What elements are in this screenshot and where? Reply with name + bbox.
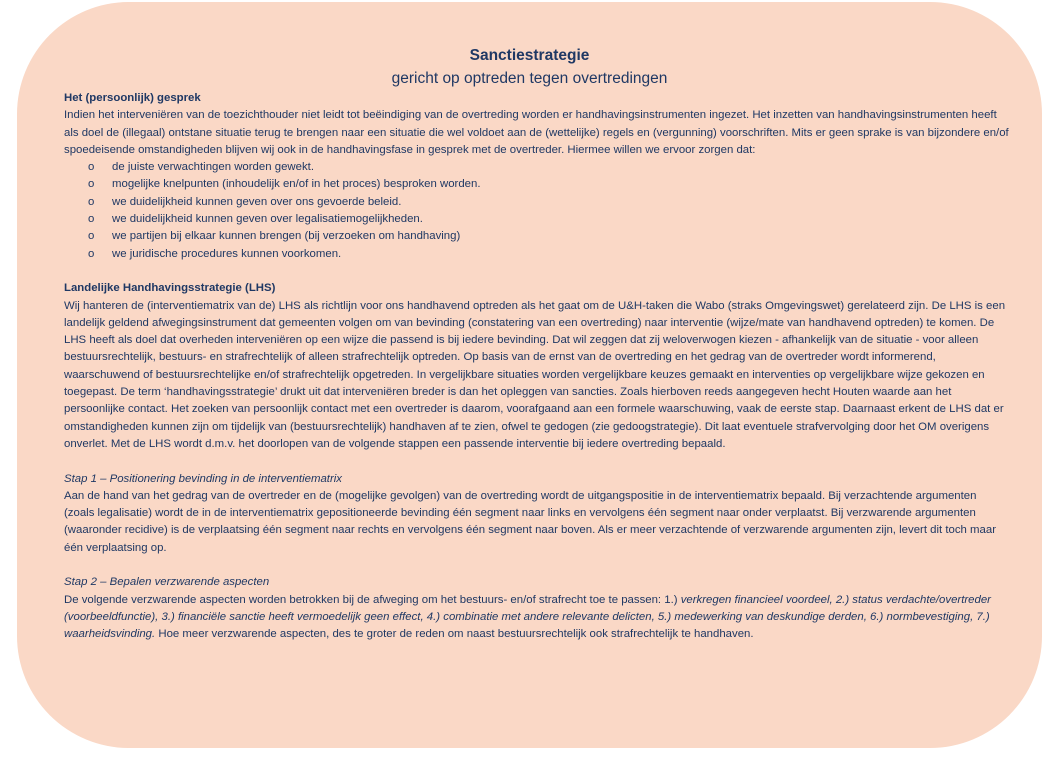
list-item (64, 194, 1009, 211)
bullet-marker: o (88, 247, 95, 260)
list-item (64, 211, 1009, 228)
section-heading-gesprek: Het (persoonlijk) gesprek (64, 92, 201, 104)
page-title: Sanctiestrategie (469, 47, 590, 64)
list-item (64, 228, 1009, 245)
list-item-text: we duidelijkheid kunnen geven over legalisatiemogelijkheden. (112, 213, 423, 226)
bullet-list (64, 159, 1009, 263)
section-heading-lhs: Landelijke Handhavingsstrategie (LHS) (64, 282, 276, 295)
page-subtitle: gericht op optreden tegen overtredingen (391, 70, 668, 87)
bullet-marker: o (88, 195, 95, 208)
document-body (64, 90, 1009, 644)
step2-intro: De volgende verzwarende aspecten worden betrokken bij de afweging om het bestuurs- en/of strafrecht toe te passen: 1.) (64, 593, 681, 606)
list-item-text: we juridische procedures kunnen voorkomen. (112, 247, 342, 260)
step2-heading: Stap 2 – Bepalen verzwarende aspecten (64, 576, 270, 589)
list-item (64, 159, 1009, 176)
list-item (64, 176, 1009, 193)
bullet-marker: o (88, 230, 95, 243)
bullet-marker: o (88, 213, 95, 226)
step2-aspects: verkregen financieel voordeel, 2.) status verdachte/overtreder (voorbeeldfunctie), 3.) financiële sanctie heeft vermoedelijk geen effect, 4.) combinatie met andere relevante delicten, 5.) medewerking van deskundige derden, 6.) normbevestiging, 7.) waarheidsvinding. (64, 593, 991, 641)
list-item (64, 246, 1009, 263)
section-paragraph-gesprek: Indien het interveniëren van de toezichthouder niet leidt tot beëindiging van de overtreding worden er handhavingsinstrumenten ingezet. Het inzetten van handhavingsinstrumenten heeft als doel de (illegaal) ontstane situatie terug te brengen naar een situatie die wel voldoet aan de (wettelijke) regels en (vergunning) voorschriften. Mits er geen sprake is van bijzondere en/of spoedeisende omstandigheden blijven wij ook in de handhavingsfase in gesprek met de overtreder. Hiermee willen we ervoor zorgen dat: (64, 109, 1009, 156)
step2-paragraph (64, 592, 1009, 644)
step2-outro: Hoe meer verzwarende aspecten, des te groter de reden om naast bestuursrechtelijk ook strafrechtelijk te handhaven. (155, 628, 754, 641)
list-item-text: mogelijke knelpunten (inhoudelijk en/of in het proces) besproken worden. (112, 178, 481, 191)
list-item-text: we duidelijkheid kunnen geven over ons gevoerde beleid. (112, 195, 402, 208)
bullet-marker: o (88, 178, 95, 191)
list-item-text: de juiste verwachtingen worden gewekt. (112, 161, 314, 174)
section-paragraph-lhs: Wij hanteren de (interventiematrix van de) LHS als richtlijn voor ons handhavend optreden als het gaat om de U&H-taken die Wabo (straks Omgevingswet) gerelateerd zijn. De LHS is een landelijk geldend afwegingsinstrument dat gemeenten volgen om van bevinding (constatering van een overtreding) naar interventie (wijze/mate van handhavend optreden) te komen. De LHS heeft als doel dat overheden interveniëren op een wijze die passend is bij iedere bevinding. Dat wil zeggen dat zij weloverwogen kiezen - afhankelijk van de situatie - voor alleen bestuursrechtelijk, bestuurs- en strafrechtelijk of alleen strafrechtelijk optreden. Op basis van de ernst van de overtreding en het gedrag van de overtreder wordt informerend, waarschuwend of bestuursrechtelijke en/of strafrechtelijk opgetreden. In vergelijkbare situaties worden vergelijkbare keuzes gemaakt en interventies op vergelijkbare wijze gekozen en toegepast. De term ‘handhavingsstrategie’ drukt uit dat interveniëren breder is dan het opleggen van sancties. Zoals hierboven reeds aangegeven hecht Houten waarde aan het persoonlijke contact. Het zoeken van persoonlijk contact met een overtreder is daarom, voorafgaand aan een formele waarschuwing, vaak de eerste stap. Daarnaast erkent de LHS dat er omstandigheden kunnen zijn om tijdelijk van (bestuursrechtelijk) handhaven af te zien, ofwel te gedogen (zie gedoogstrategie). Dit laat eventuele strafvervolging door het OM overigens onverlet. Met de LHS wordt d.m.v. het doorlopen van de volgende stappen een passende interventie bij iedere overtreding bepaald. (64, 299, 1006, 450)
bullet-marker: o (88, 161, 95, 174)
step1-heading: Stap 1 – Positionering bevinding in de interventiematrix (64, 472, 342, 485)
list-item-text: we partijen bij elkaar kunnen brengen (bij verzoeken om handhaving) (112, 230, 461, 243)
step1-paragraph: Aan de hand van het gedrag van de overtreder en de (mogelijke gevolgen) van de overtreding wordt de uitgangspositie in de interventiematrix bepaald. Bij verzachtende argumenten (zoals legalisatie) wordt de in de interventiematrix gepositioneerde bevinding één segment naar links en vervolgens één segment naar onder verplaatst. Bij verzwarende argumenten (waaronder recidive) is de verplaatsing één segment naar rechts en vervolgens één segment naar boven. Als er meer verzachtende of verzwarende argumenten zijn, levert dit toch maar één verplaatsing op. (64, 489, 996, 554)
